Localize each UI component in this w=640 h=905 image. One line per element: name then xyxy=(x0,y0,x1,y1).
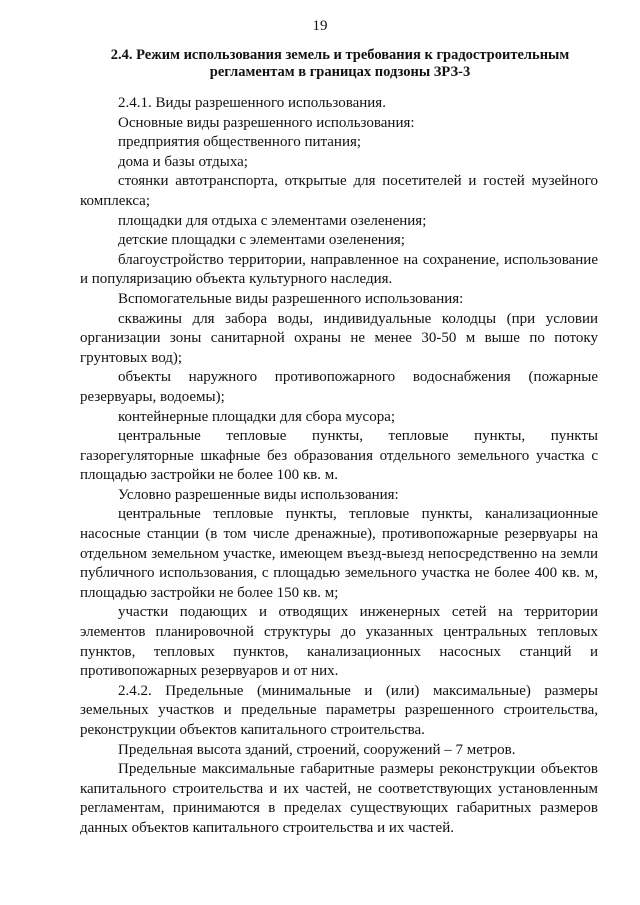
paragraph: центральные тепловые пункты, тепловые пункты, пункты газорегуляторные шкафные без образования отдельного земельного участка с площадью застройки не более 100 кв. м. xyxy=(80,428,598,484)
paragraph: 2.4.2. Предельные (минимальные и (или) максимальные) размеры земельных участков и предельные параметры разрешенного строительства, реконструкции объектов капитального строительства. xyxy=(80,682,598,738)
paragraph: участки подающих и отводящих инженерных сетей на территории элементов планировочной структуры до указанных центральных тепловых пунктов, тепловых пунктов, канализационных насосных станций и противопожарных резервуаров и от них. xyxy=(80,604,598,680)
paragraph: объекты наружного противопожарного водоснабжения (пожарные резервуары, водоемы); xyxy=(80,369,598,405)
paragraph: стоянки автотранспорта, открытые для посетителей и гостей музейного комплекса; xyxy=(80,173,598,209)
paragraph: Вспомогательные виды разрешенного использования: xyxy=(118,290,464,307)
paragraph: Условно разрешенные виды использования: xyxy=(118,486,399,503)
paragraph: центральные тепловые пункты, тепловые пункты, канализационные насосные станции (в том числе дренажные), противопожарные резервуары на отдельном земельном участке, имеющем въезд-выезд непосредственно на земли публичного использования, с площадью земельного участка не более 400 кв. м, площадью застройки не более 150 кв. м; xyxy=(80,506,598,601)
paragraph: Предельная высота зданий, строений, сооружений – 7 метров. xyxy=(118,741,516,758)
page-number: 19 xyxy=(312,18,328,34)
document-body xyxy=(80,94,598,839)
paragraph: контейнерные площадки для сбора мусора; xyxy=(118,408,396,425)
section-heading: 2.4. Режим использования земель и требования к градостроительным регламентам в границах подзоны ЗРЗ-3 xyxy=(110,47,570,80)
paragraph: предприятия общественного питания; xyxy=(118,134,362,151)
paragraph: скважины для забора воды, индивидуальные колодцы (при условии организации зоны санитарной охраны не менее 30-50 м выше по потоку грунтовых вод); xyxy=(80,310,598,366)
paragraph: Основные виды разрешенного использования: xyxy=(118,114,415,131)
paragraph: благоустройство территории, направленное на сохранение, использование и популяризацию объекта культурного наследия. xyxy=(80,251,598,288)
paragraph: Предельные максимальные габаритные размеры реконструкции объектов капитального строительства и их частей, не соответствующих установленным регламентам, принимаются в пределах существующих габаритных размеров данных объектов капитального строительства и их частей. xyxy=(80,761,598,836)
paragraph: дома и базы отдыха; xyxy=(118,153,248,170)
paragraph: площадки для отдыха с элементами озеленения; xyxy=(118,212,427,229)
paragraph: 2.4.1. Виды разрешенного использования. xyxy=(118,95,386,111)
paragraph: детские площадки с элементами озеленения; xyxy=(118,232,405,249)
